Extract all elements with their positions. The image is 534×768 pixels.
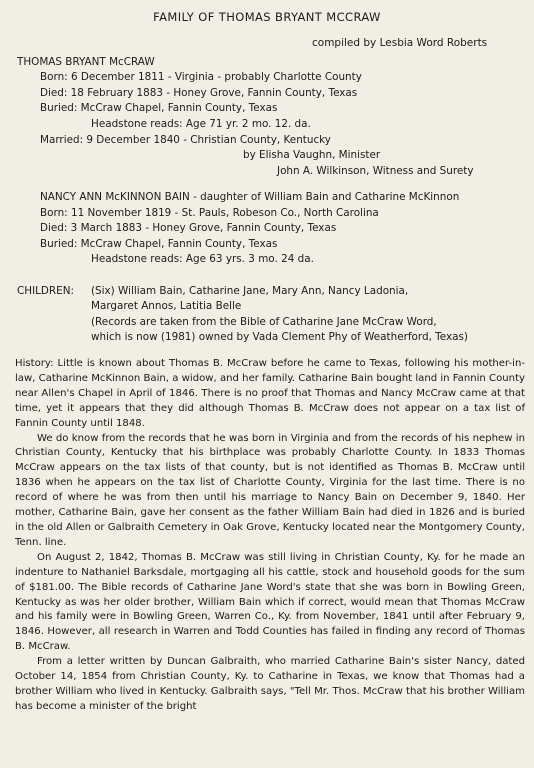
- person2-headstone: Headstone reads: Age 63 yrs. 3 mo. 24 da.: [91, 253, 314, 265]
- children-label: CHILDREN:: [17, 285, 74, 297]
- history-paragraph-1: History: Little is known about Thomas B. McCraw before he came to Texas, following his mother-in-law, Catharine McKinnon Bain, a widow, and her family. Catharine Bain bought land in Fannin County near Allen's Chapel in April of 1846. There is no proof that Thomas and Nancy McCraw came at that time, yet it appears that they did although Thomas B. McCraw does not appear on a tax list of Fannin County until 1848.: [15, 358, 525, 429]
- children-line-1: (Six) William Bain, Catharine Jane, Mary Ann, Nancy Ladonia,: [91, 285, 409, 297]
- person1-married: Married: 9 December 1840 - Christian County, Kentucky: [40, 134, 331, 146]
- person1-died: Died: 18 February 1883 - Honey Grove, Fannin County, Texas: [40, 87, 358, 99]
- person1-born: Born: 6 December 1811 - Virginia - probably Charlotte County: [40, 71, 362, 83]
- person2-buried: Buried: McCraw Chapel, Fannin County, Texas: [40, 238, 278, 250]
- person2-born: Born: 11 November 1819 - St. Pauls, Robeson Co., North Carolina: [40, 207, 379, 219]
- children-line-3: (Records are taken from the Bible of Catharine Jane McCraw Word,: [91, 316, 437, 328]
- person1-officiant: by Elisha Vaughn, Minister: [243, 149, 381, 161]
- compiled-by: compiled by Lesbia Word Roberts: [312, 37, 488, 49]
- person2-died: Died: 3 March 1883 - Honey Grove, Fannin County, Texas: [40, 222, 337, 234]
- person1-name: THOMAS BRYANT McCRAW: [17, 56, 155, 68]
- history-paragraph-2: We do know from the records that he was born in Virginia and from the records of his nephew in Christian County, Kentucky that his birthplace was probably Charlotte County. In 1833 Thomas McCraw appears on the tax lists of that county, but is not identified as Thomas B. McCraw until 1836 when he appears on the tax list of Charlotte County, Virginia for the last time. There is no record of where he was from then until his marriage to Nancy Bain on December 9, 1840. Her mother, Catharine Bain, gave her consent as the father William Bain had died in 1826 and is buried in the old Allen or Galbraith Cemetery in Oak Grove, Kentucky located near the Montgomery County, Tenn. line.: [15, 432, 525, 548]
- children-line-4: which is now (1981) owned by Vada Clement Phy of Weatherford, Texas): [91, 331, 468, 343]
- history-paragraph-3: On August 2, 1842, Thomas B. McCraw was still living in Christian County, Ky. for he made an indenture to Nathaniel Barksdale, mortgaging all his cattle, stock and household goods for the sum of $181.00. The Bible records of Catharine Jane Word's state that she was born in Bowling Green, Kentucky as was her older brother, William Bain which if correct, would mean that Thomas McCraw and his family were in Bowling Green, Warren Co., Ky. from November, 1841 until after February 9, 1846. However, all research in Warren and Todd Counties has failed in finding any record of Thomas B. McCraw.: [15, 551, 525, 653]
- history-paragraph-4: From a letter written by Duncan Galbraith, who married Catharine Bain's sister Nancy, dated October 14, 1854 from Christian County, Ky. to Catharine in Texas, we know that Thomas had a brother William who lived in Kentucky. Galbraith says, "Tell Mr. Thos. McCraw that his brother William has become a minister of the bright: [15, 656, 525, 712]
- history-section: [15, 357, 525, 715]
- children-line-2: Margaret Annos, Latitia Belle: [91, 300, 242, 312]
- document-title: FAMILY OF THOMAS BRYANT MCCRAW: [153, 10, 381, 24]
- person1-buried: Buried: McCraw Chapel, Fannin County, Texas: [40, 102, 278, 114]
- person1-headstone: Headstone reads: Age 71 yr. 2 mo. 12. da.: [91, 118, 311, 130]
- person2-name: NANCY ANN McKINNON BAIN - daughter of William Bain and Catharine McKinnon: [40, 191, 460, 203]
- person1-witness: John A. Wilkinson, Witness and Surety: [277, 165, 474, 177]
